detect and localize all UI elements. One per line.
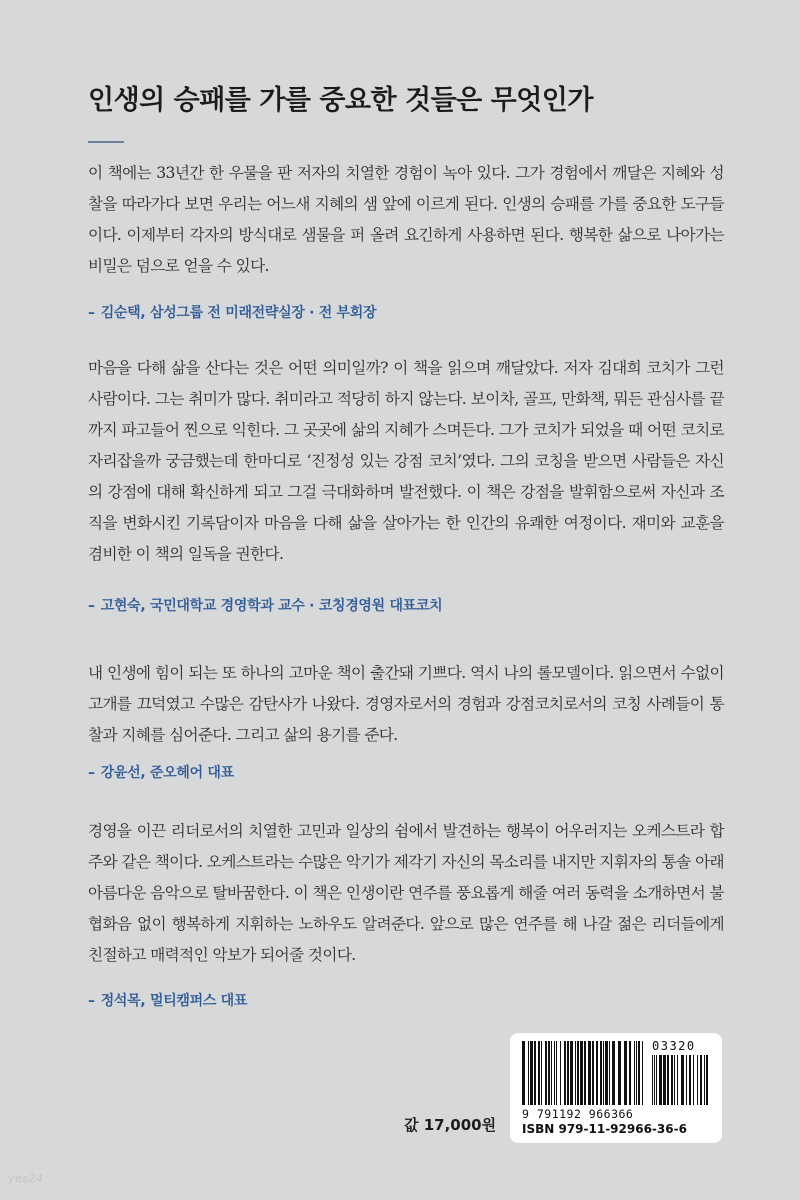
barcode-bar <box>530 1041 533 1105</box>
barcode-bar <box>624 1041 627 1105</box>
barcode-bar <box>686 1055 687 1105</box>
barcode-bar <box>654 1055 655 1105</box>
barcode-bar <box>580 1041 583 1105</box>
barcode-bar <box>575 1041 576 1105</box>
ean-digits: 9 791192 966366 <box>522 1107 634 1121</box>
barcode-bar <box>671 1055 673 1105</box>
endorsement-text: 경영을 이끈 리더로서의 치열한 고민과 일상의 쉼에서 발견하는 행복이 어우러지는 오케스트라 합주와 같은 책이다. 오케스트라는 수많은 악기가 제각기 자신의 목소리를 내지만 지휘자의 통솔 아래 아름다운 음악으로 탈바꿈한다. 이 책은 인생이란 연주를 풍요롭게 해줄 여러 동력을 소개하면서 불협화음 없이 행복하게 지휘하는 노하우도 알려준다. 앞으로 많은 연주를 해 나갈 젊은 리더들에게 친절하고 매력적인 악보가 되어줄 것이다. <box>88 822 724 964</box>
barcode-bar <box>642 1041 643 1105</box>
barcode-bar <box>706 1055 708 1105</box>
barcode-bar <box>693 1055 694 1105</box>
author-name: 고현숙, 국민대학교 경영학과 교수 · 코칭경영원 대표코치 <box>100 598 443 614</box>
isbn-barcode-box <box>510 1033 722 1143</box>
author-name: 강윤선, 준오헤어 대표 <box>100 765 234 781</box>
barcode-bar <box>612 1041 615 1105</box>
barcode-bar <box>577 1041 579 1105</box>
barcode-bar <box>667 1055 669 1105</box>
endorsement-author <box>88 762 728 782</box>
barcode-bar <box>592 1041 594 1105</box>
barcode-bar <box>541 1041 542 1105</box>
barcode-bar <box>605 1041 608 1105</box>
endorsement-text: 마음을 다해 삶을 산다는 것은 어떤 의미일까? 이 책을 읽으며 깨달았다. 저자 김대희 코치가 그런 사람이다. 그는 취미가 많다. 취미라고 적당히 하지 않는다. 보이차, 골프, 만화책, 뭐든 관심사를 끝까지 파고들어 찐으로 익힌다. 그 곳곳에 삶의 지혜가 스며든다. 그가 코치가 되었을 때 어떤 코치로 자리잡을까 궁금했는데 한마디로 ‘진정성 있는 강점 코치’였다. 그의 코칭을 받으면 사람들은 자신의 강점에 대해 확신하게 되고 그걸 극대화하며 발전했다. 이 책은 강점을 발휘함으로써 자신과 조직을 변화시킨 기록담이자 마음을 다해 삶을 살아가는 한 인간의 유쾌한 여정이다. 재미와 교훈을 겸비한 이 책의 일독을 권한다. <box>88 359 724 563</box>
barcode-bar <box>567 1041 569 1105</box>
barcode-bar <box>652 1055 653 1105</box>
barcode-bar <box>659 1055 662 1105</box>
barcode-bar <box>556 1041 557 1105</box>
barcode-bar <box>538 1041 540 1105</box>
dash-mark: – <box>88 993 95 1009</box>
barcode-main <box>522 1041 646 1105</box>
barcode-bar <box>629 1041 631 1105</box>
barcode-bar <box>528 1041 529 1105</box>
barcode-bar <box>674 1055 675 1105</box>
barcode-bar <box>596 1041 598 1105</box>
barcode-bar <box>704 1055 705 1105</box>
author-name: 김순택, 삼성그룹 전 미래전략실장 · 전 부회장 <box>100 305 377 321</box>
divider <box>88 141 124 143</box>
endorsement-author <box>88 302 728 322</box>
endorsement-text: 내 인생에 힘이 되는 또 하나의 고마운 책이 출간돼 기쁘다. 역시 나의 롤모델이다. 읽으면서 수없이 고개를 끄덕였고 수많은 감탄사가 나왔다. 경영자로서의 경험과 강점코치로서의 코칭 사례들이 통찰과 지혜를 심어준다. 그리고 삶의 용기를 준다. <box>88 664 724 744</box>
barcode-bar <box>584 1041 586 1105</box>
barcode-bar <box>560 1041 561 1105</box>
barcode-bar <box>609 1041 610 1105</box>
addon-code: 03320 <box>652 1039 696 1053</box>
barcode-bar <box>634 1041 635 1105</box>
barcode-bar <box>603 1041 604 1105</box>
endorsement-text: 이 책에는 33년간 한 우물을 판 저자의 치열한 경험이 녹아 있다. 그가 경험에서 깨달은 지혜와 성찰을 따라가다 보면 우리는 어느새 지혜의 샘 앞에 이르게 된다. 인생의 승패를 가를 중요한 도구들이다. 이제부터 각자의 방식대로 샘물을 퍼 올려 요긴하게 사용하면 된다. 행복한 삶으로 나아가는 비밀은 덤으로 얻을 수 있다. <box>88 164 724 275</box>
barcode-bar <box>636 1041 637 1105</box>
barcode-bar <box>588 1041 591 1105</box>
watermark: yes24 <box>8 1172 44 1185</box>
barcode-bar <box>663 1055 666 1105</box>
barcode-bar <box>656 1055 657 1105</box>
barcode-bar <box>564 1041 566 1105</box>
barcode-bar <box>548 1041 550 1105</box>
barcode-bar <box>600 1041 602 1105</box>
barcode-bar <box>618 1041 621 1105</box>
barcode-bar <box>554 1041 555 1105</box>
barcode-bar <box>700 1055 702 1105</box>
headline: 인생의 승패를 가를 중요한 것들은 무엇인가 <box>88 85 593 116</box>
dash-mark: – <box>88 765 95 781</box>
author-name: 정석목, 멀티캠퍼스 대표 <box>100 993 248 1009</box>
isbn-number: ISBN 979-11-92966-36-6 <box>522 1122 687 1136</box>
barcode-bar <box>681 1055 684 1105</box>
barcode-bar <box>534 1041 536 1105</box>
endorsement-author <box>88 990 728 1010</box>
barcode-bar <box>638 1041 640 1105</box>
barcode-bar <box>522 1041 525 1105</box>
endorsement-author <box>88 595 728 615</box>
barcode-bar <box>697 1055 698 1105</box>
barcode-addon <box>652 1055 710 1105</box>
barcode-bar <box>677 1055 678 1105</box>
price-label: 값 17,000원 <box>404 1116 497 1134</box>
barcode-bar <box>545 1041 547 1105</box>
barcode-bar <box>570 1041 573 1105</box>
dash-mark: – <box>88 598 95 614</box>
barcode-bar <box>551 1041 552 1105</box>
barcode-bar <box>689 1055 691 1105</box>
dash-mark: – <box>88 305 95 321</box>
